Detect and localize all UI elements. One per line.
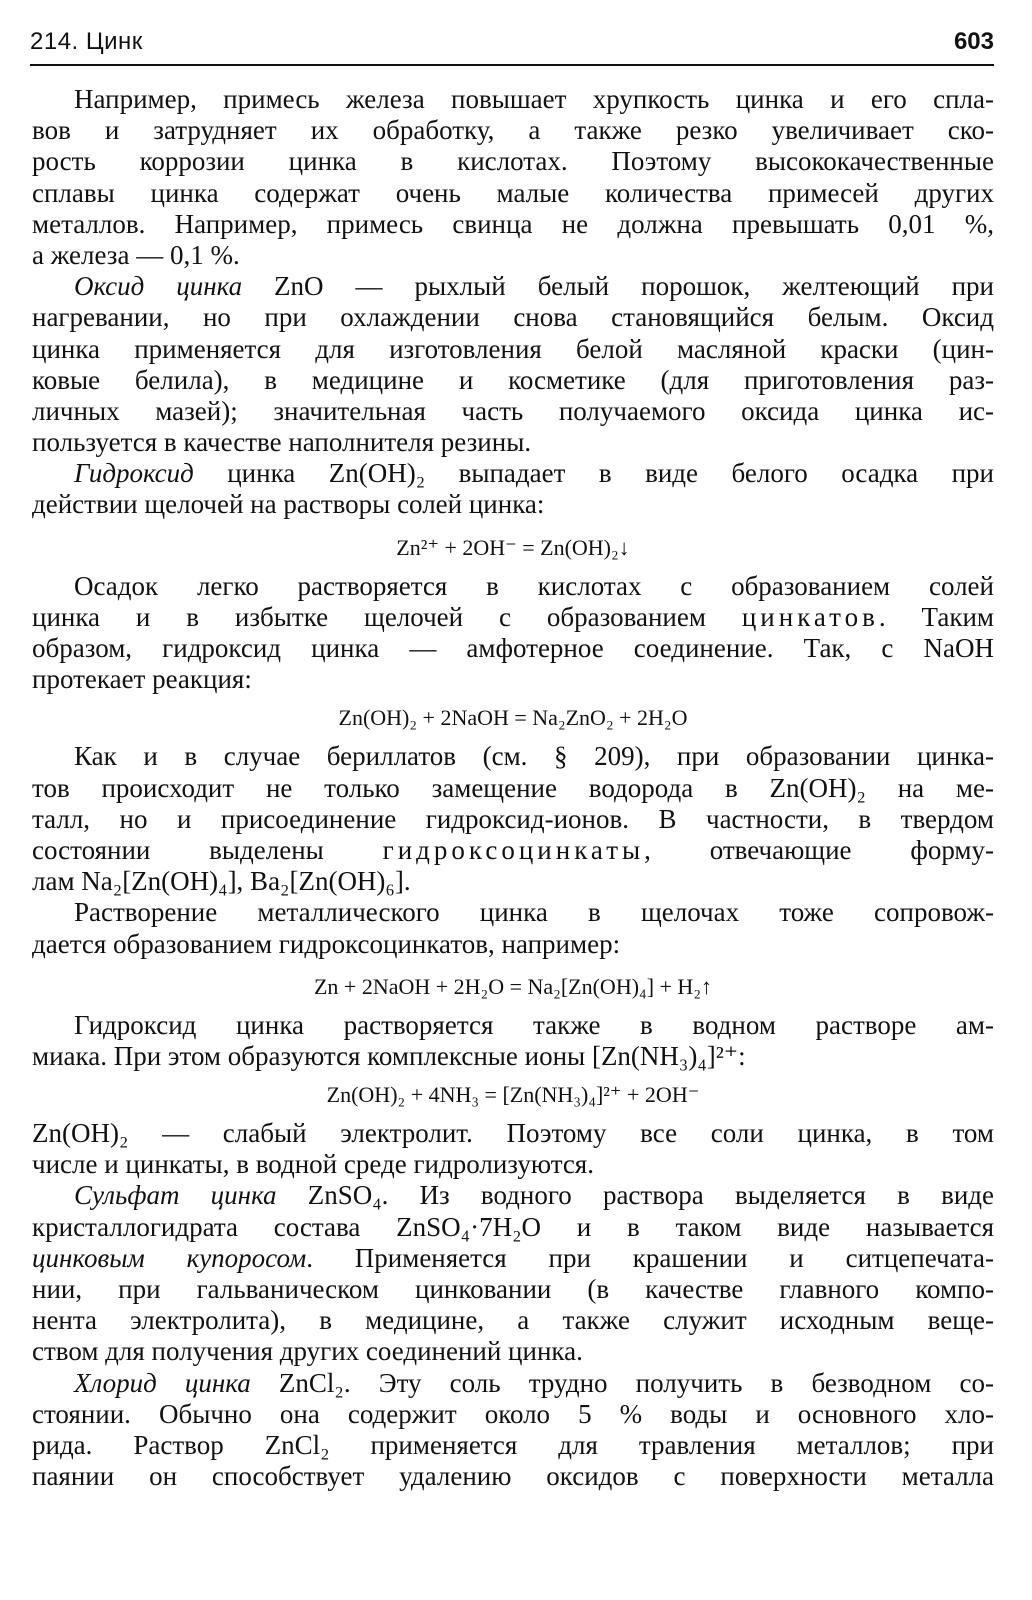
- paragraph-zinc-sulfate: [32, 1180, 994, 1367]
- text-line: цинковым купоросом. Применяется при крашении и ситцепечата-: [32, 1242, 994, 1273]
- text-line: нагревании, но при охлаждении снова становящийся белым. Оксид: [32, 302, 994, 333]
- term-white-vitriol: цинковым купоросом: [32, 1242, 307, 1273]
- text-line: Как и в случае бериллатов (см. § 209), при образовании цинка-: [74, 741, 994, 772]
- text-line: нии, при гальваническом цинковании (в качестве главного компо-: [32, 1274, 994, 1304]
- text-line: состоянии выделены гидроксоцинкаты, отвечающие форму-: [32, 834, 994, 865]
- text-line: Сульфат цинка ZnSO₄. Из водного раствора выделяется в виде: [74, 1180, 994, 1211]
- text-line: рость коррозии цинка в кислотах. Поэтому высококачественные: [32, 146, 994, 177]
- paragraph-zinc-oxide: [32, 271, 994, 458]
- text-line: ством для получения других соединений цинка.: [32, 1336, 583, 1367]
- text-line: Хлорид цинка ZnCl₂. Эту соль трудно получить в безводном со-: [74, 1367, 994, 1398]
- text-line: Например, примесь железа повышает хрупкость цинка и его спла-: [74, 84, 994, 114]
- text-line: действии щелочей на растворы солей цинка:: [32, 489, 545, 520]
- term-zinc-chloride: Хлорид цинка: [74, 1367, 251, 1398]
- term-zinc-sulfate: Сульфат цинка: [74, 1180, 277, 1211]
- text-line: стоянии. Обычно она содержит около 5 % воды и основного хло-: [32, 1398, 994, 1429]
- text-line: Оксид цинка ZnO — рыхлый белый порошок, желтеющий при: [74, 271, 994, 302]
- text-line: цинка применяется для изготовления белой масляной краски (цин-: [32, 333, 994, 364]
- text-line: металлов. Например, примесь свинца не должна превышать 0,01 %,: [32, 208, 994, 239]
- equation-naoh-reaction: Zn(OH)₂ + 2NaOH = Na₂ZnO₂ + 2H₂O: [338, 705, 688, 731]
- text-line: Растворение металлического цинка в щелочах тоже сопровож-: [74, 897, 994, 928]
- text-line: паянии он способствует удалению оксидов с поверхности металла: [32, 1461, 994, 1492]
- section-title: 214. Цинк: [30, 28, 143, 55]
- text-line: Zn(OH)₂ — слабый электролит. Поэтому все соли цинка, в том: [32, 1118, 994, 1149]
- text-line: тов происходит не только замещение водорода в Zn(OH)₂ на ме-: [32, 772, 994, 803]
- paragraph-weak-electrolyte: [32, 1118, 994, 1180]
- term-hydroxide: Гидроксид: [74, 458, 194, 489]
- paragraph-zinc-in-alkali: [32, 897, 994, 959]
- text-line: дается образованием гидроксоцинкатов, например:: [32, 928, 621, 959]
- text-line: ковые белила), в медицине и косметике (для приготовления раз-: [32, 364, 994, 395]
- spaced-term-zincates: цинкатов: [741, 601, 879, 632]
- paragraph-hydroxozincates: [32, 741, 994, 897]
- equation-ammine-complex: Zn(OH)₂ + 4NH₃ = [Zn(NH₃)₄]²⁺ + 2OH⁻: [326, 1082, 700, 1108]
- text-line: а железа — 0,1 %.: [32, 239, 240, 270]
- equation-precipitation: Zn²⁺ + 2OH⁻ = Zn(OH)₂↓: [396, 534, 630, 560]
- text-line: пользуется в качестве наполнителя резины.: [32, 427, 532, 458]
- text-line: сплавы цинка содержат очень малые количества примесей других: [32, 177, 994, 208]
- text-line: миака. При этом образуются комплексные ионы [Zn(NH₃)₄]²⁺:: [32, 1040, 746, 1071]
- paragraph-amphoteric: [32, 571, 994, 696]
- running-header: [30, 22, 994, 62]
- spaced-term-hydroxozincates: гидроксоцинкаты: [382, 834, 645, 865]
- text-line: цинка и в избытке щелочей с образованием цинкатов. Таким: [32, 601, 994, 632]
- text-line: образом, гидроксид цинка — амфотерное соединение. Так, с NaOH: [32, 633, 994, 663]
- header-rule: [30, 64, 994, 66]
- paragraph-zinc-hydroxide: [32, 458, 994, 520]
- text-line: Гидроксид цинка Zn(OH)₂ выпадает в виде белого осадка при: [74, 458, 994, 489]
- equation-zinc-dissolution: Zn + 2NaOH + 2H₂O = Na₂[Zn(OH)₄] + H₂↑: [313, 973, 712, 999]
- text-line: Осадок легко растворяется в кислотах с образованием солей: [74, 570, 994, 601]
- text-line: рида. Раствор ZnCl₂ применяется для травления металлов; при: [32, 1429, 994, 1460]
- page-number: 603: [953, 28, 994, 55]
- text-line: кристаллогидрата состава ZnSO₄·7H₂O и в таком виде называется: [32, 1211, 994, 1242]
- text-line: талл, но и присоединение гидроксид-ионов. В частности, в твердом: [32, 803, 994, 834]
- paragraph-ammonia: [32, 1010, 994, 1072]
- paragraph-zinc-chloride: [32, 1368, 994, 1493]
- text-line: протекает реакция:: [32, 664, 252, 695]
- term-zinc-oxide: Оксид цинка: [74, 271, 243, 302]
- text-line: вов и затрудняет их обработку, а также резко увеличивает ско-: [32, 115, 994, 146]
- text-line: личных мазей); значительная часть получаемого оксида цинка ис-: [32, 395, 994, 426]
- body-text: [32, 84, 994, 1492]
- paragraph-iron-impurity: [32, 84, 994, 271]
- text-line: Гидроксид цинка растворяется также в водном растворе ам-: [74, 1009, 994, 1040]
- text-line: лам Na₂[Zn(OH)₄], Ba₂[Zn(OH)₆].: [32, 866, 411, 897]
- text-line: нента электролита), в медицине, а также служит исходным веще-: [32, 1305, 994, 1336]
- text-line: числе и цинкаты, в водной среде гидролизуются.: [32, 1149, 594, 1180]
